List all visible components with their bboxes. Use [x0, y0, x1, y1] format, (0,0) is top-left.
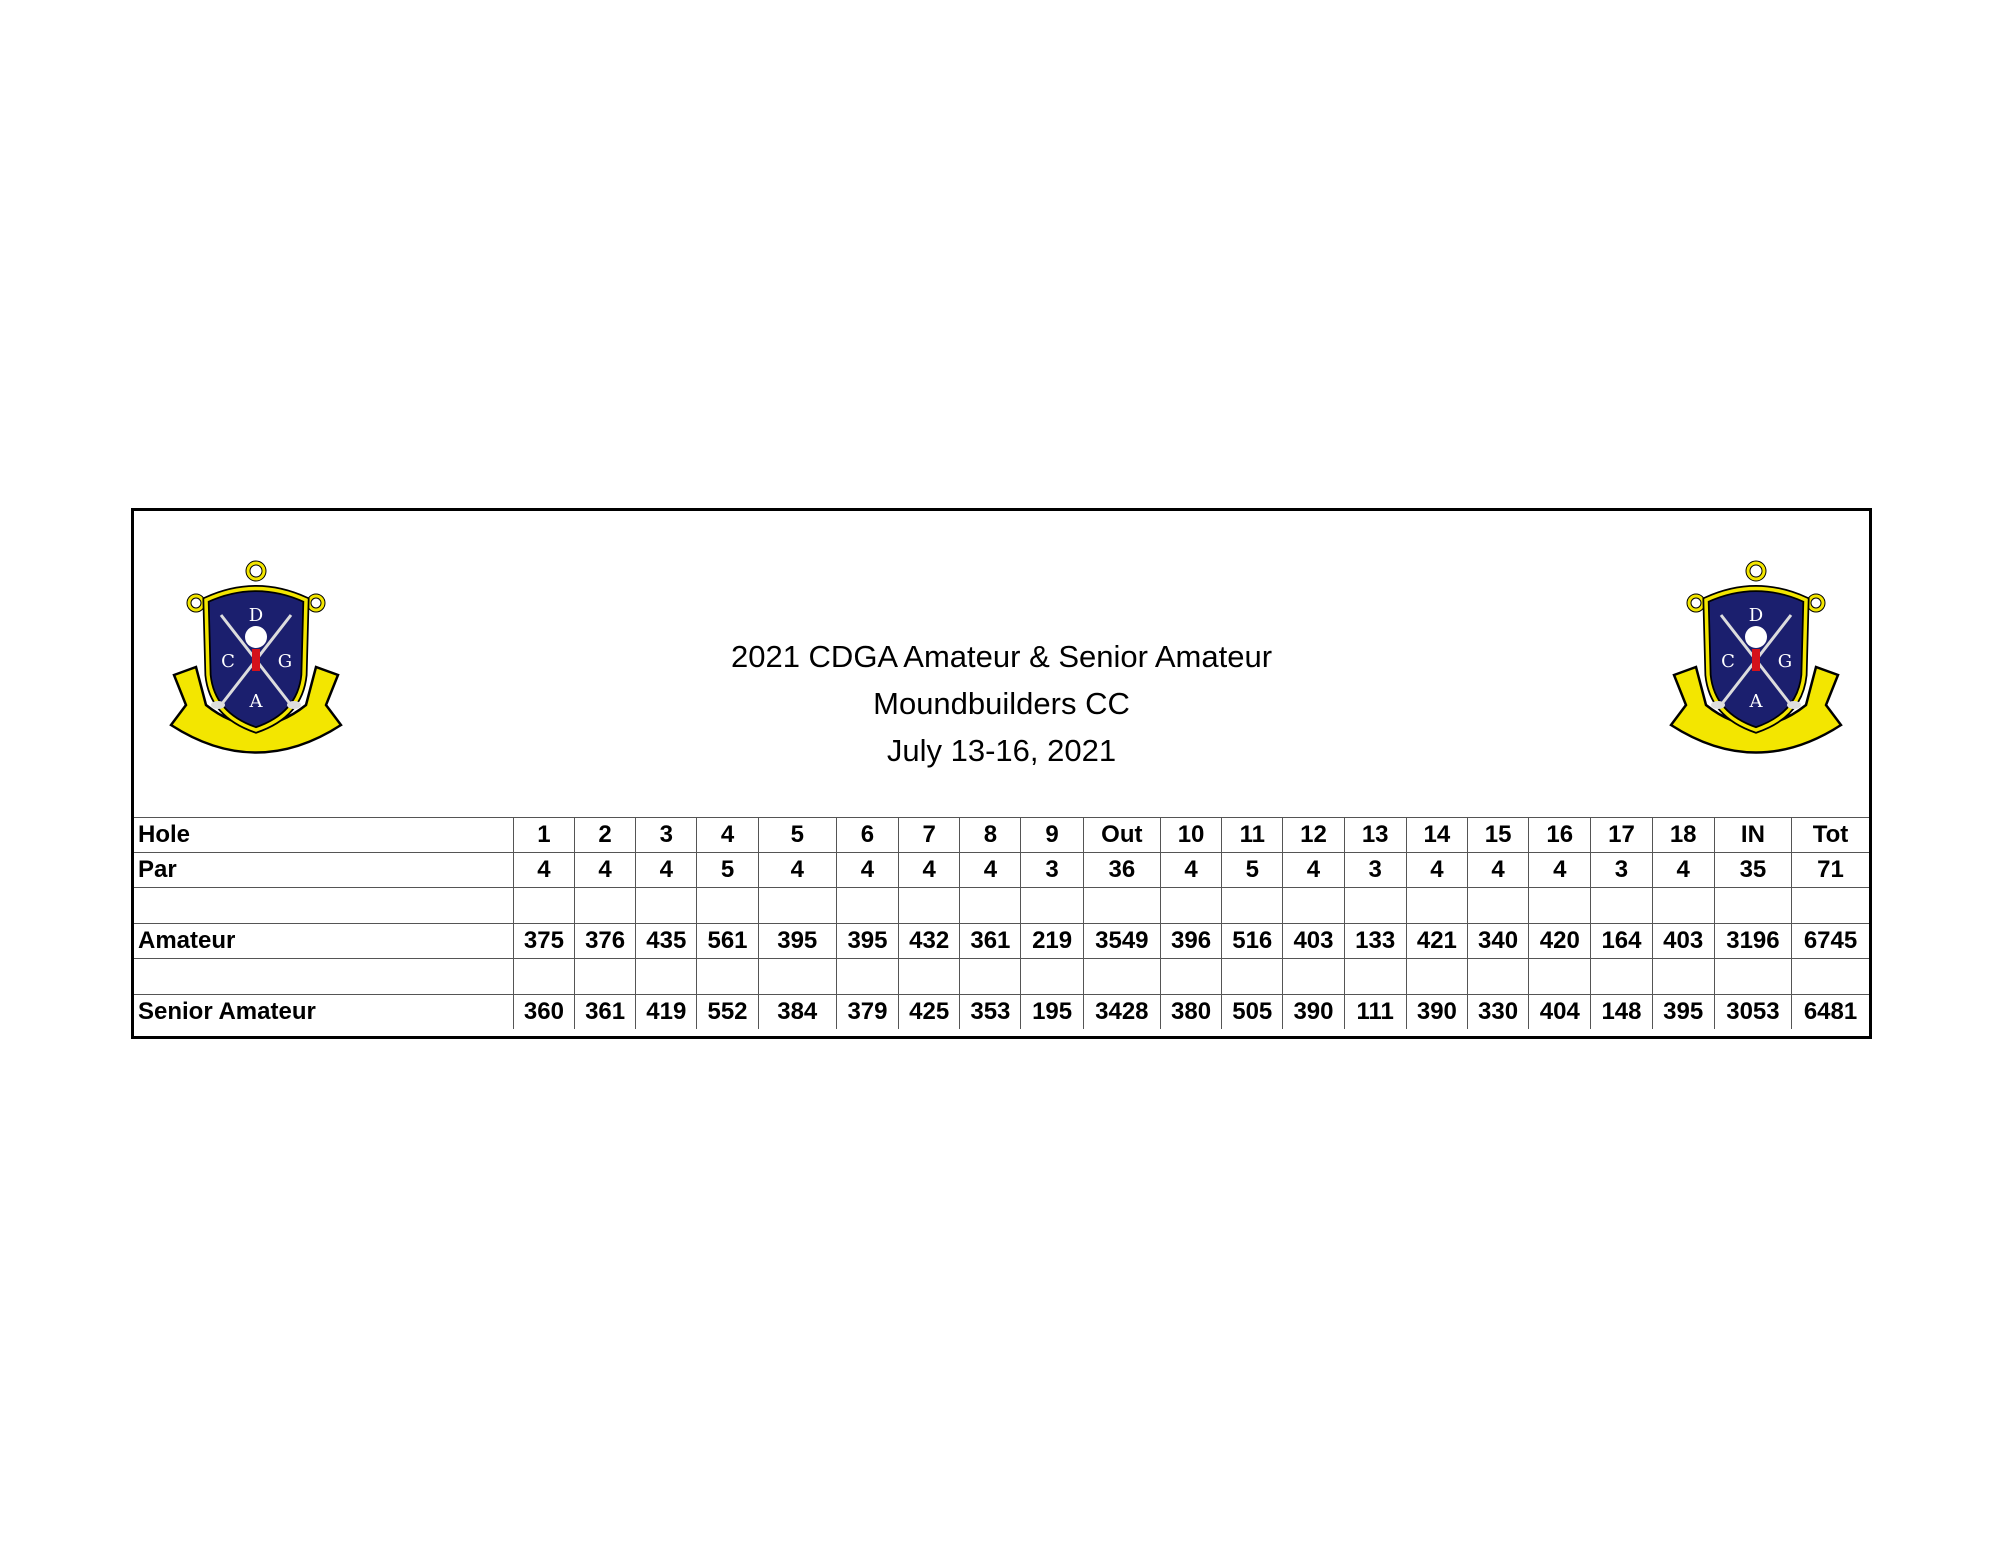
cell-5: 5: [758, 818, 836, 853]
cell-2: 376: [575, 924, 636, 959]
title-block: [134, 633, 1869, 774]
cell-7: 432: [899, 924, 960, 959]
cell-7: [899, 959, 960, 995]
cell-10: 4: [1160, 853, 1221, 888]
row-label: Amateur: [134, 924, 513, 959]
cell-tot: [1792, 888, 1869, 924]
cell-17: 164: [1591, 924, 1652, 959]
svg-text:G: G: [277, 651, 293, 672]
cell-15: [1467, 959, 1528, 995]
row-label: [134, 959, 513, 995]
cell-3: [636, 959, 697, 995]
cell-3: 4: [636, 853, 697, 888]
cell-4: 5: [697, 853, 758, 888]
yardage-table-body: [134, 818, 1869, 1030]
cell-13: 133: [1344, 924, 1406, 959]
cell-in: [1714, 888, 1791, 924]
svg-text:G: G: [1777, 651, 1793, 672]
cell-tot: 6481: [1792, 995, 1869, 1030]
hole-row: [134, 818, 1869, 853]
cell-11: 516: [1222, 924, 1283, 959]
cell-16: 404: [1529, 995, 1591, 1030]
cell-18: 395: [1652, 995, 1714, 1030]
cell-out: 36: [1083, 853, 1160, 888]
cell-out: Out: [1083, 818, 1160, 853]
spacer-row: [134, 888, 1869, 924]
cell-4: [697, 888, 758, 924]
cell-in: [1714, 959, 1791, 995]
cell-6: 4: [836, 853, 898, 888]
row-label: Par: [134, 853, 513, 888]
cell-14: 390: [1406, 995, 1467, 1030]
cell-1: 4: [513, 853, 574, 888]
cell-10: [1160, 959, 1221, 995]
cell-10: 396: [1160, 924, 1221, 959]
event-title: 2021 CDGA Amateur & Senior Amateur: [730, 639, 1273, 674]
cell-7: 425: [899, 995, 960, 1030]
cell-1: 360: [513, 995, 574, 1030]
row-label: Senior Amateur: [134, 995, 513, 1030]
cell-18: [1652, 959, 1714, 995]
cell-12: 390: [1283, 995, 1344, 1030]
cell-13: [1344, 959, 1406, 995]
cell-5: [758, 888, 836, 924]
cell-5: [758, 959, 836, 995]
cell-1: 1: [513, 818, 574, 853]
cell-11: 505: [1222, 995, 1283, 1030]
cell-15: 330: [1467, 995, 1528, 1030]
cell-3: 3: [636, 818, 697, 853]
cell-14: [1406, 959, 1467, 995]
senior-amateur-row: [134, 995, 1869, 1030]
cell-7: 7: [899, 818, 960, 853]
cell-17: [1591, 888, 1652, 924]
cell-in: 3196: [1714, 924, 1791, 959]
cell-11: [1222, 888, 1283, 924]
cell-12: 403: [1283, 924, 1344, 959]
par-row: [134, 853, 1869, 888]
cell-10: [1160, 888, 1221, 924]
cell-12: [1283, 959, 1344, 995]
cell-11: 11: [1222, 818, 1283, 853]
cell-12: 4: [1283, 853, 1344, 888]
row-label: [134, 888, 513, 924]
cell-out: [1083, 959, 1160, 995]
cell-16: [1529, 959, 1591, 995]
cell-4: 552: [697, 995, 758, 1030]
cell-8: [960, 959, 1021, 995]
svg-text:D: D: [1748, 605, 1764, 626]
cell-17: 3: [1591, 853, 1652, 888]
cell-5: 395: [758, 924, 836, 959]
cell-7: 4: [899, 853, 960, 888]
cell-2: 2: [575, 818, 636, 853]
cell-4: [697, 959, 758, 995]
cell-15: 340: [1467, 924, 1528, 959]
cell-3: 435: [636, 924, 697, 959]
spacer-row: [134, 959, 1869, 995]
cell-4: 561: [697, 924, 758, 959]
cell-17: 17: [1591, 818, 1652, 853]
cell-8: [960, 888, 1021, 924]
cell-6: 395: [836, 924, 898, 959]
cell-15: 15: [1467, 818, 1528, 853]
cell-2: [575, 959, 636, 995]
cell-9: 9: [1021, 818, 1083, 853]
cell-8: 353: [960, 995, 1021, 1030]
cell-16: 16: [1529, 818, 1591, 853]
cell-12: [1283, 888, 1344, 924]
cell-6: [836, 888, 898, 924]
cell-11: 5: [1222, 853, 1283, 888]
cell-2: 361: [575, 995, 636, 1030]
cell-13: 111: [1344, 995, 1406, 1030]
cell-12: 12: [1283, 818, 1344, 853]
cell-5: 384: [758, 995, 836, 1030]
svg-text:D: D: [248, 605, 264, 626]
cell-in: 3053: [1714, 995, 1791, 1030]
cell-tot: [1792, 959, 1869, 995]
cell-3: [636, 888, 697, 924]
cell-9: 219: [1021, 924, 1083, 959]
cell-tot: 6745: [1792, 924, 1869, 959]
cell-13: [1344, 888, 1406, 924]
cell-13: 13: [1344, 818, 1406, 853]
cell-18: 4: [1652, 853, 1714, 888]
cell-18: 403: [1652, 924, 1714, 959]
cell-10: 10: [1160, 818, 1221, 853]
cell-16: 420: [1529, 924, 1591, 959]
cell-in: IN: [1714, 818, 1791, 853]
cell-in: 35: [1714, 853, 1791, 888]
cell-5: 4: [758, 853, 836, 888]
cell-8: 4: [960, 853, 1021, 888]
cell-14: [1406, 888, 1467, 924]
cell-17: 148: [1591, 995, 1652, 1030]
cell-8: 361: [960, 924, 1021, 959]
cell-6: [836, 959, 898, 995]
svg-text:A: A: [249, 691, 263, 712]
cell-4: 4: [697, 818, 758, 853]
yardage-table: [134, 817, 1869, 1029]
cell-18: 18: [1652, 818, 1714, 853]
cell-13: 3: [1344, 853, 1406, 888]
cell-out: 3549: [1083, 924, 1160, 959]
cell-15: [1467, 888, 1528, 924]
cell-14: 14: [1406, 818, 1467, 853]
cell-14: 421: [1406, 924, 1467, 959]
cell-tot: 71: [1792, 853, 1869, 888]
cell-1: 375: [513, 924, 574, 959]
cell-15: 4: [1467, 853, 1528, 888]
row-label: Hole: [134, 818, 513, 853]
amateur-row: [134, 924, 1869, 959]
cell-10: 380: [1160, 995, 1221, 1030]
cell-7: [899, 888, 960, 924]
cell-out: 3428: [1083, 995, 1160, 1030]
cell-6: 379: [836, 995, 898, 1030]
cell-out: [1083, 888, 1160, 924]
event-dates: July 13-16, 2021: [886, 733, 1117, 768]
cell-6: 6: [836, 818, 898, 853]
cell-16: 4: [1529, 853, 1591, 888]
cell-11: [1222, 959, 1283, 995]
svg-text:C: C: [1721, 651, 1735, 672]
cell-8: 8: [960, 818, 1021, 853]
cell-2: 4: [575, 853, 636, 888]
svg-text:A: A: [1749, 691, 1763, 712]
cell-16: [1529, 888, 1591, 924]
cell-9: 195: [1021, 995, 1083, 1030]
cell-9: [1021, 959, 1083, 995]
cell-tot: Tot: [1792, 818, 1869, 853]
cell-9: 3: [1021, 853, 1083, 888]
cell-14: 4: [1406, 853, 1467, 888]
svg-text:C: C: [221, 651, 235, 672]
scorecard: [131, 508, 1872, 1039]
cell-17: [1591, 959, 1652, 995]
cell-1: [513, 888, 574, 924]
cell-1: [513, 959, 574, 995]
cell-3: 419: [636, 995, 697, 1030]
cell-2: [575, 888, 636, 924]
course-name: Moundbuilders CC: [873, 686, 1130, 721]
cell-18: [1652, 888, 1714, 924]
cell-9: [1021, 888, 1083, 924]
